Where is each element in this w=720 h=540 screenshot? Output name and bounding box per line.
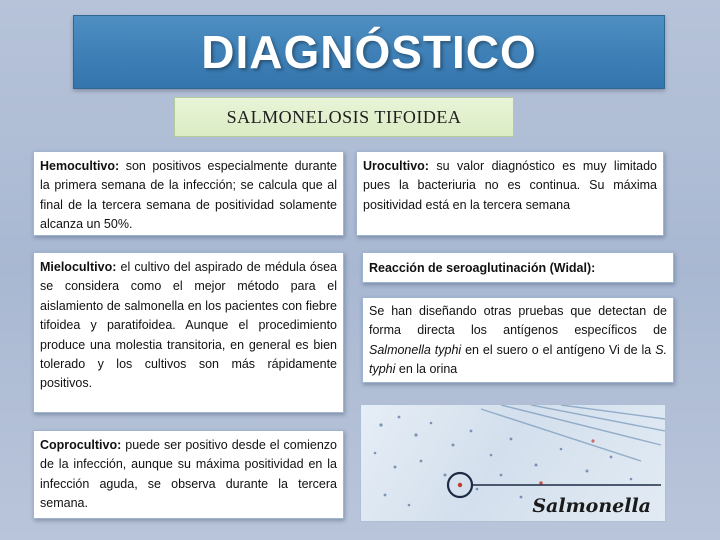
otras-pruebas-card: [362, 297, 674, 383]
widal-card: [362, 252, 674, 283]
mielocultivo-text: el cultivo del aspirado de médula ósea se considera como el mejor método para el aislamiento de salmonella en los pacientes con fiebre tifoidea y paratifoidea. Aunque el procedimiento produce una molestia transitoria, en general es bien tolerado y los cultivos son más rápidamente positivos.: [40, 260, 337, 391]
urocultivo-text: su valor diagnóstico es muy limitado pues la bacteriuria no es continua. Su máxima positividad está en la tercera semana: [363, 159, 657, 212]
mielocultivo-card: [33, 252, 344, 413]
salmonella-caption: Salmonella: [532, 495, 651, 517]
otras-pruebas-text-2: en el suero o el antígeno Vi de la: [461, 342, 656, 357]
otras-pruebas-italic-2: S. typhi: [369, 342, 667, 377]
page-subtitle: SALMONELOSIS TIFOIDEA: [226, 106, 462, 127]
otras-pruebas-text-1: Se han diseñando otras pruebas que detectan de forma directa los antígenos específicos de: [369, 304, 667, 338]
title-banner: [73, 15, 665, 89]
hemocultivo-text: son positivos especialmente durante la primera semana de la infección; se calcula que al final de la tercera semana de positividad solamente alcanza un 50%.: [40, 159, 337, 232]
otras-pruebas-italic-1: Salmonella typhi: [369, 342, 462, 357]
coprocultivo-label: Coprocultivo:: [40, 438, 122, 452]
urocultivo-card: [356, 151, 664, 236]
widal-label: Reacción de seroaglutinación (Widal):: [369, 261, 596, 275]
salmonella-image: [360, 404, 666, 522]
otras-pruebas-text-3: en la orina: [395, 362, 458, 377]
urocultivo-label: Urocultivo:: [363, 159, 429, 173]
subtitle-banner: [174, 97, 514, 137]
coprocultivo-card: [33, 430, 344, 519]
coprocultivo-text: puede ser positivo desde el comienzo de la infección, aunque su máxima positividad en la infección aguda, se observa durante la tercera semana.: [40, 438, 337, 511]
mielocultivo-label: Mielocultivo:: [40, 260, 117, 274]
page-title: DIAGNÓSTICO: [201, 26, 537, 78]
hemocultivo-card: [33, 151, 344, 236]
hemocultivo-label: Hemocultivo:: [40, 159, 120, 173]
